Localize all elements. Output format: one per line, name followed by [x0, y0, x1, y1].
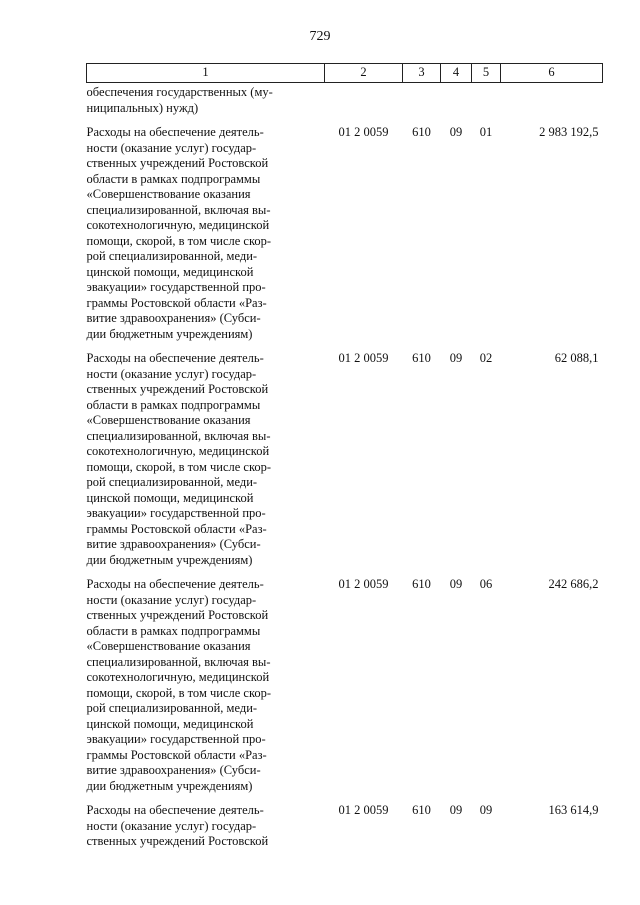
description-line: цинской помощи, медицинской: [86, 490, 254, 505]
description-line: ственных учреждений Ростовской: [86, 608, 269, 622]
table-row: [87, 568, 603, 794]
description-line: цинской помощи, медицинской: [86, 264, 254, 279]
description-line: дии бюджетным учреждениям): [86, 778, 253, 793]
table-row: [87, 794, 603, 850]
description-line: помощи, скорой, в том числе скор-: [86, 459, 272, 474]
subsection-code: [472, 83, 501, 117]
description-line: граммы Ростовской области «Раз-: [86, 521, 267, 536]
description-line: специализированной, включая вы-: [86, 428, 271, 443]
description-line: витие здравоохранения» (Субси-: [86, 311, 261, 325]
target-article-code: 01 2 0059: [338, 577, 389, 591]
description-line: эвакуации» государственной про-: [86, 506, 266, 520]
expense-description: [87, 794, 325, 850]
description-line: ности (оказание услуг) государ-: [86, 592, 257, 607]
column-header-4: 4: [441, 64, 472, 83]
description-line: рой специализированной, меди-: [86, 475, 258, 489]
subsection-code: 02: [479, 351, 493, 365]
target-article-code: 01 2 0059: [338, 351, 389, 365]
description-line: области в рамках подпрограммы: [86, 623, 261, 638]
target-article-code: 01 2 0059: [338, 125, 389, 139]
description-line: цинской помощи, медицинской: [86, 716, 254, 731]
description-line: «Совершенствование оказания: [86, 639, 251, 653]
description-line: ниципальных) нужд): [86, 100, 199, 115]
description-line: сокотехнологичную, медицинской: [86, 670, 270, 684]
expense-description: [87, 568, 325, 794]
description-line: ности (оказание услуг) государ-: [86, 366, 257, 381]
description-line: эвакуации» государственной про-: [86, 732, 266, 746]
expense-type-code: 610: [412, 351, 431, 365]
expense-type-code: 610: [412, 125, 431, 139]
description-line: витие здравоохранения» (Субси-: [86, 763, 261, 777]
section-code: 09: [449, 351, 463, 365]
description-line: сокотехнологичную, медицинской: [86, 218, 270, 232]
expense-description: [87, 116, 325, 342]
expense-type-code: 610: [412, 803, 431, 817]
description-line: Расходы на обеспечение деятель-: [86, 803, 264, 817]
description-line: граммы Ростовской области «Раз-: [86, 295, 267, 310]
description-line: области в рамках подпрограммы: [86, 171, 261, 186]
section-code: 09: [449, 803, 463, 817]
page-number: 729: [309, 29, 331, 44]
column-header-1: 1: [87, 64, 325, 83]
description-line: ности (оказание услуг) государ-: [86, 818, 257, 833]
description-line: рой специализированной, меди-: [86, 701, 258, 715]
expense-type-code: [403, 83, 441, 117]
description-line: «Совершенствование оказания: [86, 413, 251, 427]
description-line: дии бюджетным учреждениям): [86, 326, 253, 341]
table-body: [87, 83, 603, 850]
description-line: помощи, скорой, в том числе скор-: [86, 685, 272, 700]
description-line: дии бюджетным учреждениям): [86, 552, 253, 567]
column-header-2: 2: [325, 64, 403, 83]
description-line: специализированной, включая вы-: [86, 202, 271, 217]
amount-value: [501, 83, 603, 117]
description-line: витие здравоохранения» (Субси-: [86, 537, 261, 551]
expense-description: [87, 342, 325, 568]
description-line: ственных учреждений Ростовской: [86, 156, 269, 170]
column-header-6: 6: [501, 64, 603, 83]
table-row: [87, 342, 603, 568]
description-line: Расходы на обеспечение деятель-: [86, 577, 264, 591]
description-line: Расходы на обеспечение деятель-: [86, 351, 264, 365]
description-line: Расходы на обеспечение деятель-: [86, 125, 264, 139]
section-code: [441, 83, 472, 117]
table-row: [87, 83, 603, 117]
subsection-code: 01: [479, 125, 493, 139]
description-line: обеспечения государственных (му-: [86, 85, 273, 99]
amount-value: 242 686,2: [548, 577, 599, 591]
description-line: области в рамках подпрограммы: [86, 397, 261, 412]
description-line: ности (оказание услуг) государ-: [86, 140, 257, 155]
description-line: граммы Ростовской области «Раз-: [86, 747, 267, 762]
subsection-code: 06: [479, 577, 493, 591]
budget-table: [86, 63, 603, 850]
table-header-row: [87, 64, 603, 83]
description-line: сокотехнологичную, медицинской: [86, 444, 270, 458]
expense-type-code: 610: [412, 577, 431, 591]
subsection-code: 09: [479, 803, 493, 817]
section-code: 09: [449, 577, 463, 591]
description-line: эвакуации» государственной про-: [86, 280, 266, 294]
column-header-5: 5: [472, 64, 501, 83]
amount-value: 62 088,1: [554, 351, 599, 365]
amount-value: 2 983 192,5: [539, 125, 599, 139]
description-line: ственных учреждений Ростовской: [86, 834, 269, 848]
amount-value: 163 614,9: [548, 803, 599, 817]
description-line: специализированной, включая вы-: [86, 654, 271, 669]
description-line: ственных учреждений Ростовской: [86, 382, 269, 396]
description-line: помощи, скорой, в том числе скор-: [86, 233, 272, 248]
target-article-code: 01 2 0059: [338, 803, 389, 817]
description-line: рой специализированной, меди-: [86, 249, 258, 263]
expense-description: [87, 83, 325, 117]
table-row: [87, 116, 603, 342]
target-article-code: [325, 83, 403, 117]
column-header-3: 3: [403, 64, 441, 83]
section-code: 09: [449, 125, 463, 139]
description-line: «Совершенствование оказания: [86, 187, 251, 201]
